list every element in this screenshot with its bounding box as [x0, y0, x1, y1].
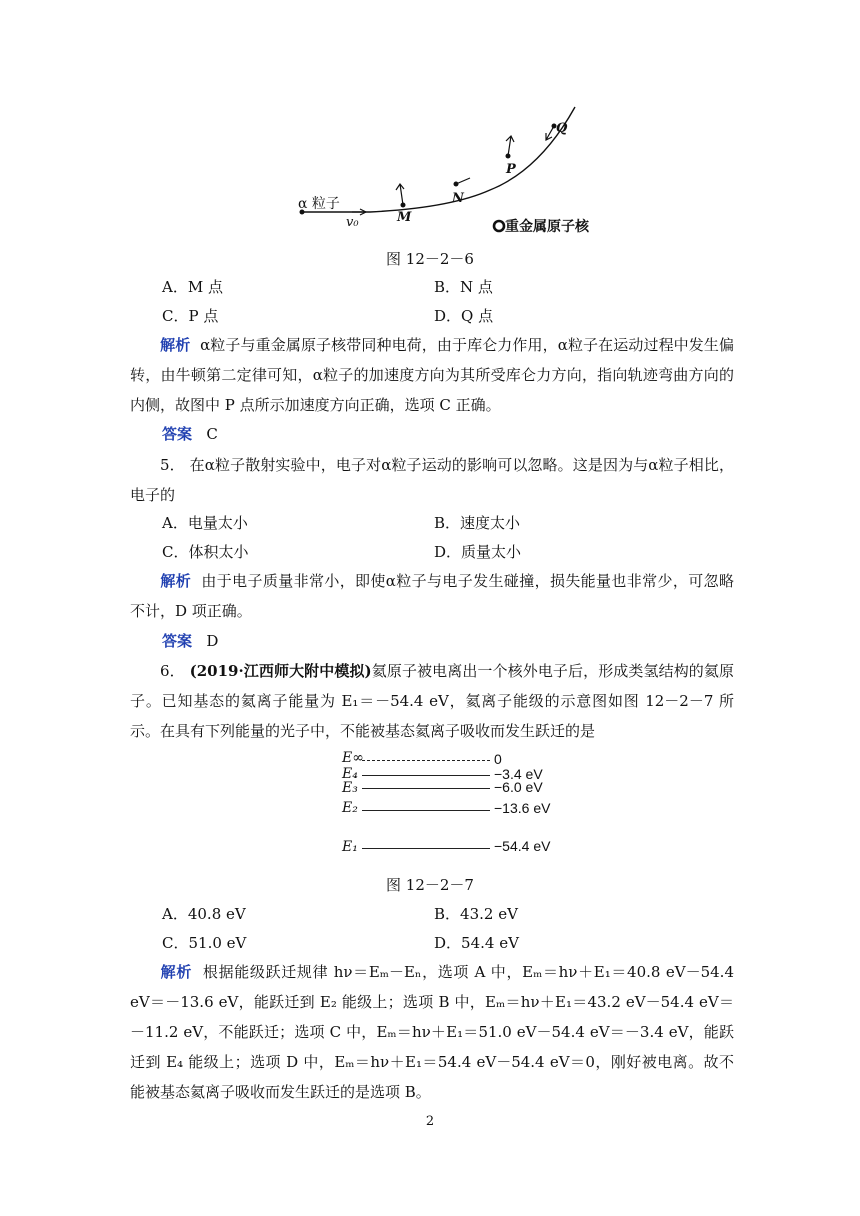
nucleus-label: 重金属原子核 — [505, 219, 589, 235]
q5-analysis — [130, 566, 734, 626]
q4-option-D: D．Q 点 — [434, 307, 494, 325]
q5-answer-value: D — [206, 632, 219, 650]
level-label-inf: E∞ — [342, 750, 364, 766]
q4-answer — [162, 424, 218, 444]
v0-label: v₀ — [346, 215, 359, 230]
q5-text: 5． 在α粒子散射实验中，电子对α粒子运动的影响可以忽略。这是因为与α粒子相比，电子的 — [130, 456, 734, 504]
level-label-3: E₃ — [342, 780, 358, 796]
level-line-2 — [362, 810, 490, 811]
page-number: 2 — [425, 1114, 435, 1129]
q6-analysis — [130, 957, 734, 1107]
nucleus-icon — [494, 221, 504, 231]
level-value-4: −3.4 eV — [494, 766, 543, 782]
q5-analysis-text: 由于电子质量非常小，即使α粒子与电子发生碰撞，损失能量也非常少，可忽略不计，D 项正确。 — [130, 572, 734, 620]
level-line-1 — [362, 848, 490, 849]
energy-level-figure — [330, 748, 570, 858]
q5-option-A: A．电量太小 — [162, 514, 248, 532]
figure-caption-1: 图 12－2－6 — [386, 250, 474, 268]
q4-option-A: A．M 点 — [162, 278, 223, 296]
arrow-N — [456, 178, 470, 184]
q5-option-C: C．体积太小 — [162, 543, 249, 561]
q6-option-A: A．40.8 eV — [162, 905, 246, 923]
q4-option-C: C．P 点 — [162, 307, 219, 325]
level-line-4 — [362, 775, 490, 776]
level-value-1: −54.4 eV — [494, 838, 551, 854]
q4-answer-value: C — [206, 425, 218, 443]
q5-question — [130, 450, 734, 510]
level-label-2: E₂ — [342, 800, 358, 816]
analysis-label: 解析 — [160, 963, 193, 981]
arrow-P — [506, 136, 514, 156]
q5-option-D: D．质量太小 — [434, 543, 522, 561]
figure-caption-2: 图 12－2－7 — [386, 876, 474, 894]
level-line-inf — [362, 760, 490, 761]
level-value-2: −13.6 eV — [494, 800, 551, 816]
q6-analysis-text: 根据能级跃迁规律 hν＝Eₘ－Eₙ，选项 A 中，Eₘ＝hν＋E₁＝40.8 eV－54.4 eV＝－13.6 eV，能跃迁到 E₂ 能级上；选项 B 中，Eₘ＝hν＋E₁＝43.2 eV－54.4 eV＝－11.2 eV，不能跃迁；选项 C 中，Eₘ＝hν＋E₁＝51.0 eV－54.4 eV＝－3.4 eV，能跃迁到 E₄ 能级上；选项 D 中，Eₘ＝hν＋E₁＝54.4 eV－54.4 eV＝0，刚好被电离。故不能被基态氦离子吸收而发生跃迁的是选项 B。 — [130, 963, 734, 1101]
q6-option-B: B．43.2 eV — [434, 905, 518, 923]
q6-prefix: 6． — [160, 662, 190, 680]
Q-label: Q — [556, 121, 568, 136]
level-value-inf: 0 — [494, 751, 502, 767]
q6-option-D: D．54.4 eV — [434, 934, 519, 952]
q4-analysis — [130, 330, 734, 420]
analysis-label: 解析 — [160, 336, 191, 354]
q4-analysis-text: α粒子与重金属原子核带同种电荷，由于库仑力作用，α粒子在运动过程中发生偏转，由牛顿第二定律可知，α粒子的加速度方向为其所受库仑力方向，指向轨迹弯曲方向的内侧，故图中 P 点所示加速度方向正确，选项 C 正确。 — [130, 336, 734, 414]
q6-source: (2019·江西师大附中模拟) — [189, 662, 372, 680]
P-label: P — [506, 162, 516, 177]
trajectory-curve — [302, 107, 575, 212]
N-label: N — [452, 191, 464, 206]
level-label-4: E₄ — [342, 766, 358, 782]
alpha-label: α 粒子 — [298, 196, 340, 212]
answer-label: 答案 — [162, 632, 193, 650]
arrow-Q — [546, 126, 554, 140]
q5-answer — [162, 631, 218, 651]
level-line-3 — [362, 788, 490, 789]
q4-option-B: B．N 点 — [434, 278, 493, 296]
q6-text: 氦原子被电离出一个核外电子后，形成类氢结构的氦原子。已知基态的氦离子能量为 E₁＝－54.4 eV，氦离子能级的示意图如图 12－2－7 所示。在具有下列能量的光子中，不能被基态氦离子吸收而发生跃迁的是 — [130, 662, 734, 740]
M-label: M — [397, 210, 412, 225]
analysis-label: 解析 — [160, 572, 192, 590]
level-label-1: E₁ — [342, 839, 358, 855]
q6-option-C: C．51.0 eV — [162, 934, 247, 952]
q6-question — [130, 656, 734, 746]
level-value-3: −6.0 eV — [494, 779, 543, 795]
answer-label: 答案 — [162, 425, 193, 443]
q5-option-B: B．速度太小 — [434, 514, 521, 532]
arrow-M — [396, 184, 404, 205]
